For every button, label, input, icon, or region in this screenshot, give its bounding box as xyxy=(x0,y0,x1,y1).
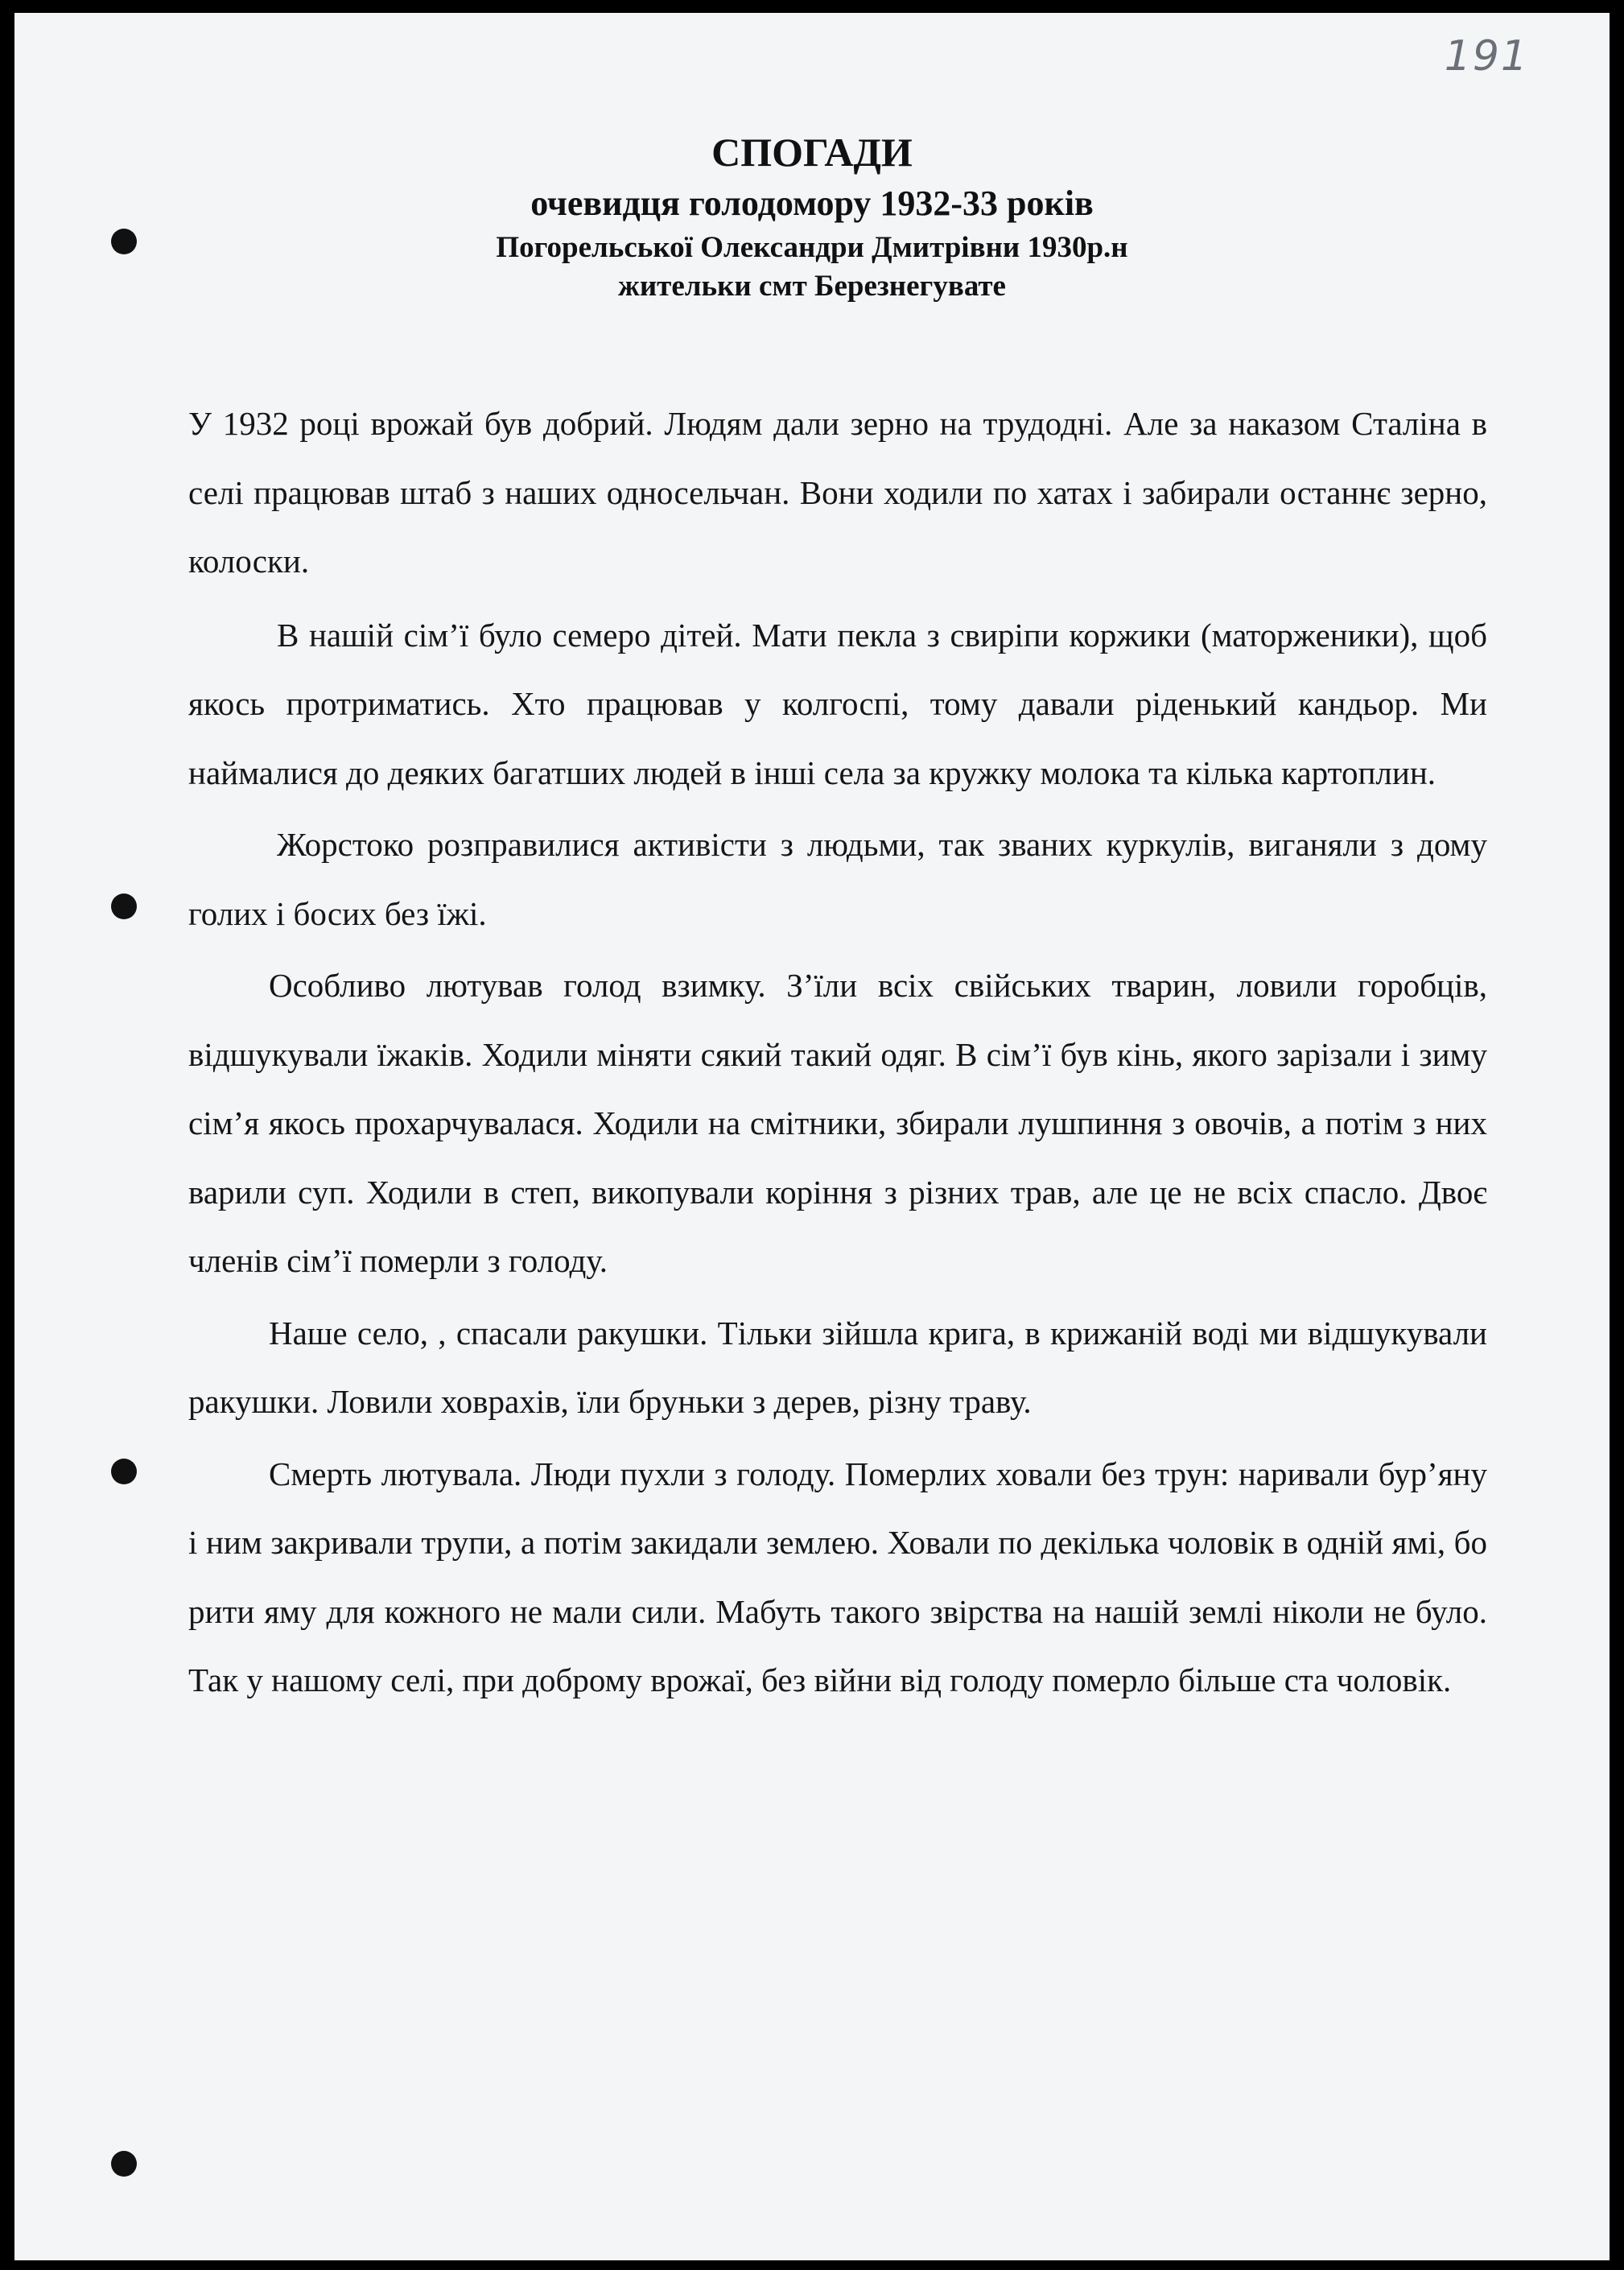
paragraph: В нашій сім’ї було семеро дітей. Мати пекла з свиріпи коржики (маторженики), щоб якось протриматись. Хто працював у колгоспі, тому давали ріденький кандьор. Ми наймалися до деяких багатших людей в інші села за кружку молока та кілька картоплин. xyxy=(188,616,1487,791)
residence-line: жительки смт Березнегувате xyxy=(618,270,1006,303)
document-title: СПОГАДИ xyxy=(711,130,913,175)
paragraph: Особливо лютував голод взимку. З’їли всіх свійських тварин, ловили горобців, відшукували їжаків. Ходили міняти сякий такий одяг. В сім’ї був кінь, якого зарізали і зиму сім’я якось прохарчувалася. Ходили на смітники, збирали лушпиння з овочів, а потім з них варили суп. Ходили в степ, викопували коріння з різних трав, але це не всіх спасло. Двоє членів сім’ї померли з голоду. xyxy=(188,967,1487,1279)
punch-hole xyxy=(111,2151,137,2177)
document-header xyxy=(14,126,1610,306)
paragraph: Наше село, , спасали ракушки. Тільки зійшла крига, в крижаній воді ми відшукували ракушки. Ловили ховрахів, їли бруньки з дерев, різну траву. xyxy=(188,1314,1487,1420)
author-line: Погорельської Олександри Дмитрівни 1930р.н xyxy=(496,231,1128,264)
document-body xyxy=(188,390,1487,1715)
paragraph: Жорстоко розправилися активісти з людьми, так званих куркулів, виганяли з дому голих і босих без їжі. xyxy=(188,826,1487,932)
document-page xyxy=(14,13,1610,2260)
punch-hole xyxy=(111,1459,137,1484)
punch-hole xyxy=(111,894,137,919)
document-subtitle: очевидця голодомору 1932-33 років xyxy=(530,184,1094,223)
paragraph: У 1932 році врожай був добрий. Людям дали зерно на трудодні. Але за наказом Сталіна в селі працював штаб з наших односельчан. Вони ходили по хатах і забирали останнє зерно, колоски. xyxy=(188,405,1487,580)
paragraph: Смерть лютувала. Люди пухли з голоду. Померлих ховали без трун: наривали бур’яну і ним закривали трупи, а потім закидали землею. Ховали по декілька чоловік в одній ямі, бо рити яму для кожного не мали сили. Мабуть такого звірства на нашій землі ніколи не було. Так у нашому селі, при доброму врожаї, без війни від голоду померло більше ста чоловік. xyxy=(188,1455,1487,1698)
page-number: 191 xyxy=(1444,32,1529,80)
